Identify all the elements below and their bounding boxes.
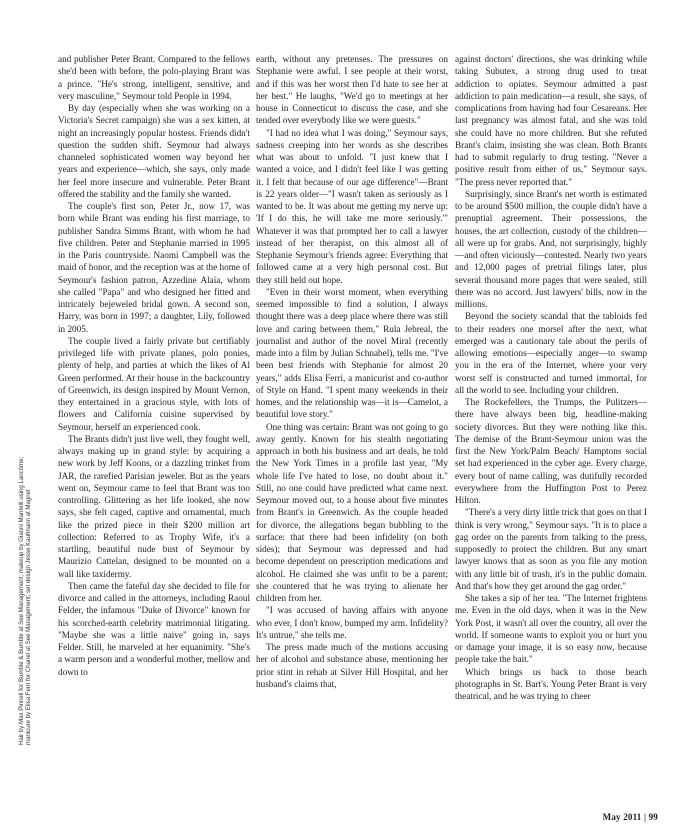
photo-credit-line-1: Hair by Max Pinnell for Bumble & Bumble at See Management; makeup by Gianni Mantelli using Lancôme; xyxy=(18,456,25,745)
paragraph: Beyond the society scandal that the tabloids fed to their readers one morsel after the next, what emerged was a cautionary tale about the perils of allowing emotions—especially anger—to swamp you in the era of the Internet, where your very worst self is constructed and turned immortal, for all the world to see. Including your children. xyxy=(455,311,647,395)
paragraph: By day (especially when she was working on a Victoria's Secret campaign) she was a sex kitten, at night an increasingly popular hostess. Friends didn't question the sudden shift. Seymour had always channeled sophisticated women way beyond her years and experience—which, she says, only made her feel more insecure and vulnerable. Peter Brant offered the stability and the family she wanted. xyxy=(58,103,250,199)
paragraph: "There's a very dirty little trick that goes on that I think is very wrong," Seymour says. "It is to place a gag order on the parents from talking to the press, supposedly to protect the children. But any smart lawyer knows that as soon as you file any motion with any little bit of trash, it's in the public domain. And that's how they get around the gag order." xyxy=(455,507,647,591)
paragraph: "I had no idea what I was doing," Seymour says, sadness creeping into her words as she describes what was about to unfold. "I just knew that I wanted a voice, and I didn't feel like I was getting it. I felt that because of our age difference"—Brant is 22 years older—"I wasn't taken as seriously as I wanted to be. It was about me getting my nerve up: 'If I do this, he will take me more seriously.'" Whatever it was that prompted her to call a lawyer instead of her therapist, on this almost all of Stephanie Seymour's friends agree: Everything that followed came at a very high personal cost. But they still held out hope. xyxy=(256,127,448,285)
paragraph: The couple's first son, Peter Jr., now 17, was born while Brant was ending his first marriage, to publisher Sandra Simms Brant, with whom he had five children. Peter and Stephanie married in 1995 in the Paris countryside. Naomi Campbell was the maid of honor, and the reception was at the home of Seymour's fashion patron, Azzedine Alaïa, whom she called "Papa" and who designed her fitted and intricately bejeweled bridal gown. A second son, Harry, was born in 1997; a daughter, Lily, followed in 2005. xyxy=(58,201,250,334)
paragraph: One thing was certain: Brant was not going to go away gently. Known for his stealth negotiating approach in both his business and art deals, he told the New York Times in a profile last year, "My whole life I've hated to lose, no doubt about it." Still, no one could have predicted what came next. Seymour moved out, to a house about five minutes from Brant's in Greenwich. As the couple headed for divorce, the allegations began bubbling to the surface: that there had been infidelity (on both sides); that Seymour was depressed and had become dependent on prescription medications and alcohol. He claimed she was unfit to be a parent; she countered that he was trying to alienate her children from her. xyxy=(256,421,448,603)
paragraph: "I was accused of having affairs with anyone who ever, I don't know, bumped my arm. Infidelity? It's untrue," she tells me. xyxy=(256,605,448,640)
paragraph: "Even in their worst moment, when everything seemed impossible to find a solution, I always thought there was a deep place where there was still love and caring between them," Rula Jebreal, the journalist and author of the novel Miral (recently made into a film by Julian Schnabel), tells me. "I've been best friends with Stephanie for almost 20 years," adds Elisa Ferri, a manicurist and co-author of Style on Hand. "I spent many weekends in their homes, and the relationship was—it is—Camelot, a beautiful love story." xyxy=(256,286,448,420)
paragraph: earth, without any pretenses. The pressures on Stephanie were awful. I see people at their worst, and if this was her worst then I'd hate to see her at her best." He laughs, "We'd go to meetings at her house in Connecticut to discuss the case, and she tended over everybody like we were guests." xyxy=(256,54,448,126)
article-column-2 xyxy=(256,53,448,690)
page-folio: May 2011 | 99 xyxy=(602,812,658,822)
paragraph: The Brants didn't just live well, they fought well, always making up in grand style: by acquiring a new work by Jeff Koons, or a dazzling trinket from JAR, the rarefied Parisian jeweler. But as the years went on, Seymour came to feel that Brant was too controlling. Glittering as her life looked, she now says, she felt caged, captive and ornamental, much like the prized piece in their $200 million art collection: Referred to as Trophy Wife, it's a startling, beautiful nude bust of Seymour by Maurizio Cattelan, designed to be mounted on a wall like taxidermy. xyxy=(58,433,250,579)
paragraph: against doctors' directions, she was drinking while taking Subutex, a strong drug used to treat addiction to opiates. Seymour admitted a past addiction to pain medication—a result, she says, of complications from having had four Cesareans. Her last pregnancy was almost fatal, and she was told she could have no more children. But she refuted Brant's claim, insisting she was clean. Both Brants had to submit regularly to drug testing. "Never a positive result from either of us," Seymour says. "The press never reported that." xyxy=(455,54,647,187)
article-column-3 xyxy=(455,53,647,702)
photo-credit-line-2: manicure by Elisa Ferri for Chanel at See Management; set design Jesse Kaufmann at Magnet xyxy=(25,489,33,745)
paragraph: Which brings us back to those beach photographs in St. Bart's. Young Peter Brant is very theatrical, and he was trying to cheer xyxy=(455,666,647,701)
article-column-1 xyxy=(58,53,250,678)
paragraph: The Rockefellers, the Trumps, the Pulitzers—there have always been big, headline-making society divorces. But they were nothing like this. The demise of the Brant-Seymour union was the first the New York/Palm Beach/ Hamptons social set had experienced in the cyber age. Every charge, every bout of name calling, was dutifully recorded everywhere from the Huffington Post to Perez Hilton. xyxy=(455,397,647,505)
paragraph: The couple lived a fairly private but certifiably privileged life with private planes, polo ponies, plenty of help, and parties at which the likes of Al Green performed. At their house in the backcountry of Greenwich, its design inspired by Mount Vernon, they entertained in a gracious style, with lots of flowers and California cuisine supervised by Seymour, herself an experienced cook. xyxy=(58,335,250,432)
paragraph: The press made much of the motions accusing her of alcohol and substance abuse, mentioning her prior stint in rehab at Silver Hill Hospital, and her husband's claims that, xyxy=(256,642,448,689)
photo-credit xyxy=(18,285,40,745)
paragraph: Surprisingly, since Brant's net worth is estimated to be around $500 million, the couple didn't have a prenuptial agreement. Their possessions, the houses, the art collection, custody of the children—all were up for grabs. And, not surprisingly, highly—and often viciously—contested. Nearly two years and 12,000 pages of pretrial filings later, plus several thousand more pages that were sealed, still there was no accord. Just lawyers' bills, now in the millions. xyxy=(455,188,647,309)
paragraph: She takes a sip of her tea. "The Internet frightens me. Even in the old days, when it was in the New York Post, it wasn't all over the country, all over the world. If someone wants to exploit you or hurt you or damage your image, it is so easy now, because people take the bait." xyxy=(455,593,647,665)
paragraph: Then came the fateful day she decided to file for divorce and called in the attorneys, including Raoul Felder, the infamous "Duke of Divorce" known for his scorched-earth celebrity matrimonial litigating. "Maybe she was a little naive" going in, says Felder. Still, he marveled at her equanimity. "She's a warm person and a wonderful mother, mellow and down to xyxy=(58,580,250,677)
paragraph: and publisher Peter Brant. Compared to the fellows she'd been with before, the polo-playing Brant was a prince. "He's strong, intelligent, sensitive, and very masculine," Seymour told People in 1994. xyxy=(58,54,250,101)
